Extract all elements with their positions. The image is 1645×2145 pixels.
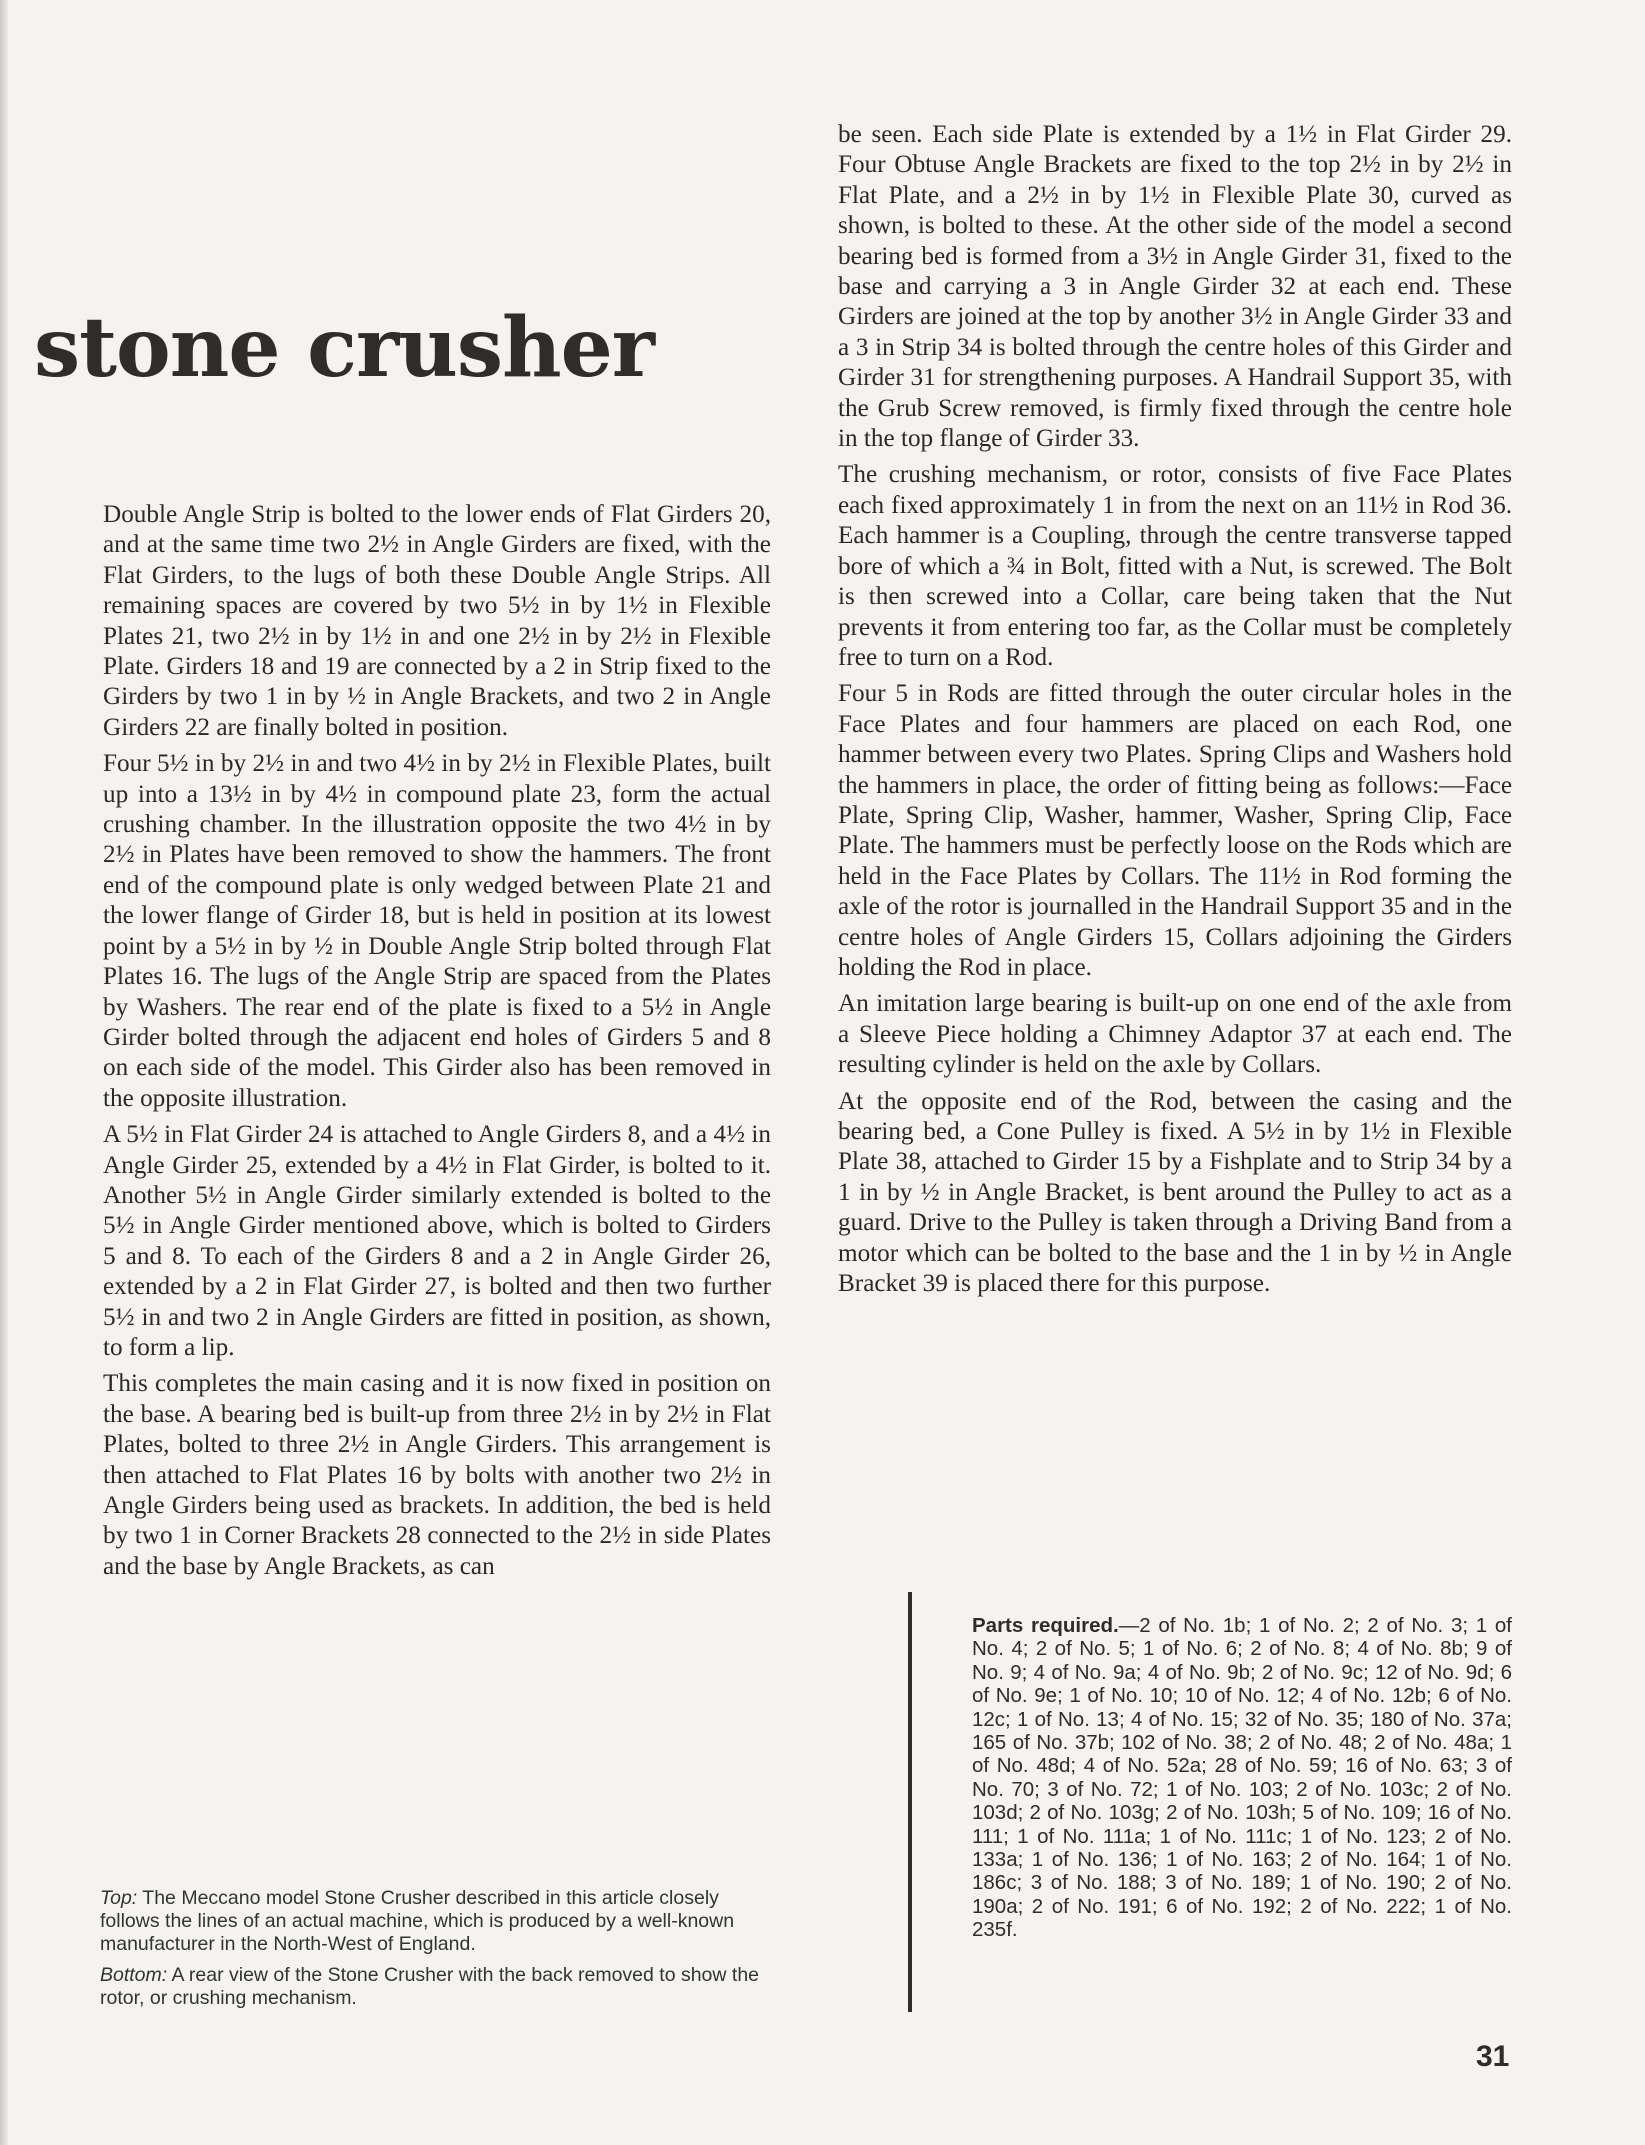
- page-number: 31: [1476, 2040, 1510, 2073]
- parts-heading: Parts required.: [972, 1614, 1119, 1637]
- paragraph: Four 5 in Rods are fitted through the outer circular holes in the Face Plates and four hammers are placed on each Rod, one hammer between every two Plates. Spring Clips and Washers hold the hammers in place, the order of fitting being as follows:—Face Plate, Spring Clip, Washer, hammer, Washer, Spring Clip, Face Plate. The hammers must be perfectly loose on the Rods which are held in the Face Plates by Collars. The 11½ in Rod forming the axle of the rotor is journalled in the Handrail Support 35 and in the centre holes of Angle Girders 15, Collars adjoining the Girders holding the Rod in place.: [838, 680, 1512, 981]
- caption-top: [100, 1887, 770, 1956]
- caption-lead: Top:: [100, 1887, 138, 1909]
- paragraph: A 5½ in Flat Girder 24 is attached to Angle Girders 8, and a 4½ in Angle Girder 25, extended by a 4½ in Flat Girder, is bolted to it. Another 5½ in Angle Girder similarly extended is bolted to the 5½ in Angle Girder mentioned above, which is bolted to Girders 5 and 8. To each of the Girders 8 and a 2 in Angle Girder 26, extended by a 2 in Flat Girder 27, is bolted and then two further 5½ in and two 2 in Angle Girders are fitted in position, as shown, to form a lip.: [103, 1121, 771, 1361]
- caption-lead: Bottom:: [100, 1964, 168, 1986]
- paragraph: The crushing mechanism, or rotor, consists of five Face Plates each fixed approximately 1 in from the next on an 11½ in Rod 36. Each hammer is a Coupling, through the centre transverse tapped bore of which a ¾ in Bolt, fitted with a Nut, is screwed. The Bolt is then screwed into a Collar, care being taken that the Nut prevents it from entering too far, as the Collar must be completely free to turn on a Rod.: [838, 461, 1512, 671]
- paragraph: At the opposite end of the Rod, between the casing and the bearing bed, a Cone Pulley is fixed. A 5½ in by 1½ in Flexible Plate 38, attached to Girder 15 by a Fishplate and to Strip 34 by a 1 in by ½ in Angle Bracket, is bent around the Pulley to act as a guard. Drive to the Pulley is taken through a Driving Band from a motor which can be bolted to the base and the 1 in by ½ in Angle Bracket 39 is placed there for this purpose.: [838, 1087, 1512, 1298]
- article-title: stone crusher: [34, 300, 654, 396]
- paragraph: An imitation large bearing is built-up on one end of the axle from a Sleeve Piece holding a Chimney Adaptor 37 at each end. The resulting cylinder is held on the axle by Collars.: [838, 990, 1512, 1079]
- parts-divider: [908, 1592, 912, 2012]
- caption-text: The Meccano model Stone Crusher described in this article closely follows the lines of an actual machine, which is produced by a well-known manufacturer in the North-West of England.: [100, 1887, 735, 1955]
- paragraph: be seen. Each side Plate is extended by a 1½ in Flat Girder 29. Four Obtuse Angle Brackets are fixed to the top 2½ in by 2½ in Flat Plate, and a 2½ in by 1½ in Flexible Plate 30, curved as shown, is bolted to these. At the other side of the model a second bearing bed is formed from a 3½ in Angle Girder 31, fixed to the base and carrying a 3 in Angle Girder 32 at each end. These Girders are joined at the top by another 3½ in Angle Girder 33 and a 3 in Strip 34 is bolted through the centre holes of this Girder and Girder 31 for strengthening purposes. A Handrail Support 35, with the Grub Screw removed, is firmly fixed through the centre hole in the top flange of Girder 33.: [838, 121, 1512, 453]
- parts-text: —2 of No. 1b; 1 of No. 2; 2 of No. 3; 1 of No. 4; 2 of No. 5; 1 of No. 6; 2 of No. 8; 4 of No. 8b; 9 of No. 9; 4 of No. 9a; 4 of No. 9b; 2 of No. 9c; 12 of No. 9d; 6 of No. 9e; 1 of No. 10; 10 of No. 12; 4 of No. 12b; 6 of No. 12c; 1 of No. 13; 4 of No. 15; 32 of No. 35; 180 of No. 37a; 165 of No. 37b; 102 of No. 38; 2 of No. 48; 2 of No. 48a; 1 of No. 48d; 4 of No. 52a; 28 of No. 59; 16 of No. 63; 3 of No. 70; 3 of No. 72; 1 of No. 103; 2 of No. 103c; 2 of No. 103d; 2 of No. 103g; 2 of No. 103h; 5 of No. 109; 16 of No. 111; 1 of No. 111a; 1 of No. 111c; 1 of No. 123; 2 of No. 133a; 1 of No. 136; 1 of No. 163; 2 of No. 164; 1 of No. 186c; 3 of No. 188; 3 of No. 189; 1 of No. 190; 2 of No. 190a; 2 of No. 191; 6 of No. 192; 2 of No. 222; 1 of No. 235f.: [972, 1614, 1512, 1942]
- page-edge: [0, 0, 8, 2145]
- paragraph: This completes the main casing and it is now fixed in position on the base. A bearing bed is built-up from three 2½ in by 2½ in Flat Plates, bolted to three 2½ in Angle Girders. This arrangement is then attached to Flat Plates 16 by bolts with another two 2½ in Angle Girders being used as brackets. In addition, the bed is held by two 1 in Corner Brackets 28 connected to the 2½ in side Plates and the base by Angle Brackets, as can: [103, 1370, 771, 1580]
- paragraph: Double Angle Strip is bolted to the lower ends of Flat Girders 20, and at the same time two 2½ in Angle Girders are fixed, with the Flat Girders, to the lugs of both these Double Angle Strips. All remaining spaces are covered by two 5½ in by 1½ in Flexible Plates 21, two 2½ in by 1½ in and one 2½ in by 2½ in Flexible Plate. Girders 18 and 19 are connected by a 2 in Strip fixed to the Girders by two 1 in by ½ in Angle Brackets, and two 2 in Angle Girders 22 are finally bolted in position.: [103, 501, 771, 741]
- caption-text: A rear view of the Stone Crusher with the back removed to show the rotor, or crushing mechanism.: [100, 1964, 760, 2009]
- left-text-column: [103, 500, 771, 1588]
- image-captions: [100, 1887, 770, 2018]
- parts-required-list: [972, 1614, 1512, 1942]
- paragraph: Four 5½ in by 2½ in and two 4½ in by 2½ in Flexible Plates, built up into a 13½ in by 4½ in compound plate 23, form the actual crushing chamber. In the illustration opposite the two 4½ in by 2½ in Plates have been removed to show the hammers. The front end of the compound plate is only wedged between Plate 21 and the lower flange of Girder 18, but is held in position at its lowest point by a 5½ in by ½ in Double Angle Strip bolted through Flat Plates 16. The lugs of the Angle Strip are spaced from the Plates by Washers. The rear end of the plate is fixed to a 5½ in Angle Girder bolted through the adjacent end holes of Girders 5 and 8 on each side of the model. This Girder also has been removed in the opposite illustration.: [103, 750, 771, 1112]
- right-text-column: [838, 120, 1512, 1305]
- caption-bottom: [100, 1964, 770, 2010]
